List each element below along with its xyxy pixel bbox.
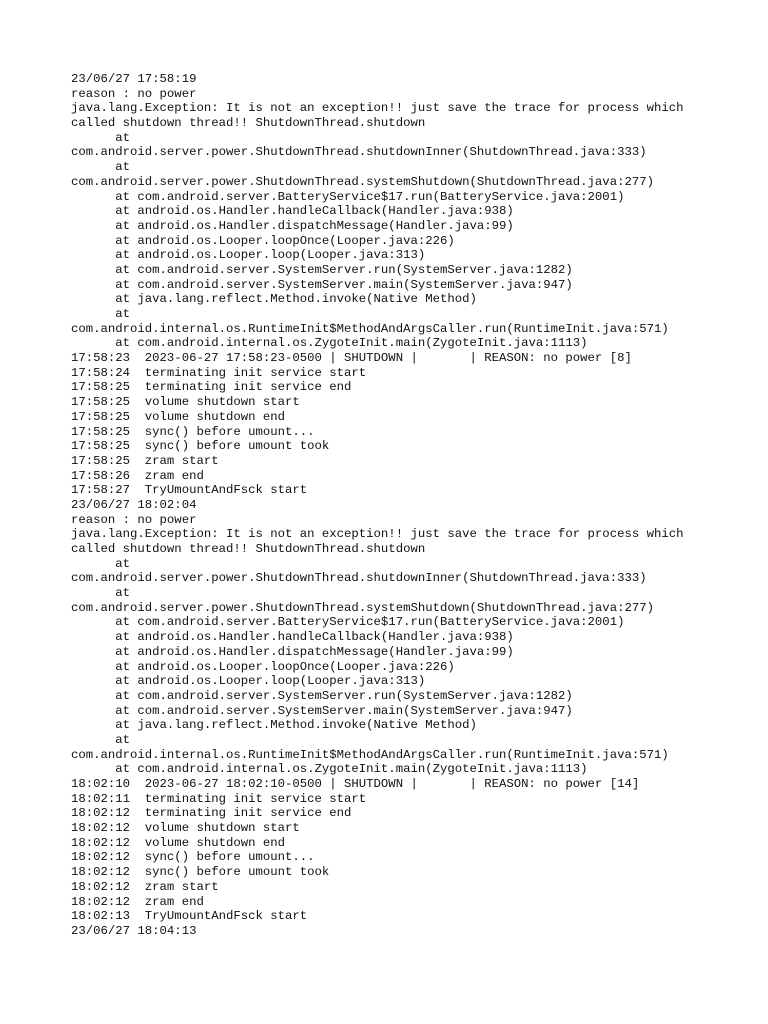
log-line: 17:58:25 volume shutdown start [71, 395, 300, 410]
log-line: 17:58:25 zram start [71, 453, 219, 468]
log-line: 17:58:25 volume shutdown end [71, 409, 286, 424]
log-line: at com.android.internal.os.ZygoteInit.main(ZygoteInit.java:1113) [71, 336, 588, 351]
log-line: reason : no power [71, 86, 197, 101]
log-line: 18:02:12 sync() before umount took [71, 865, 330, 880]
log-line: java.lang.Exception: It is not an exception!! just save the trace for process which [71, 101, 684, 116]
log-line: at com.android.server.SystemServer.run(SystemServer.java:1282) [71, 688, 573, 703]
log-line: at android.os.Handler.handleCallback(Handler.java:938) [71, 204, 514, 219]
log-line: at [71, 586, 131, 601]
log-line: 18:02:12 zram start [71, 879, 219, 894]
log-line: 23/06/27 17:58:19 [71, 72, 197, 86]
log-line: 18:02:11 terminating init service start [71, 791, 367, 806]
log-line: at com.android.server.BatteryService$17.run(BatteryService.java:2001) [71, 189, 625, 204]
log-line: 18:02:12 sync() before umount... [71, 850, 315, 865]
log-line: at [71, 307, 131, 321]
log-line: at com.android.server.SystemServer.main(SystemServer.java:947) [71, 277, 573, 292]
log-line: com.android.server.power.ShutdownThread.shutdownInner(ShutdownThread.java:333) [71, 145, 647, 160]
log-line: com.android.server.power.ShutdownThread.systemShutdown(ShutdownThread.java:277) [71, 600, 654, 615]
log-line: at android.os.Looper.loopOnce(Looper.java:226) [71, 659, 455, 674]
log-line: java.lang.Exception: It is not an exception!! just save the trace for process which [71, 527, 684, 542]
log-line: com.android.internal.os.RuntimeInit$MethodAndArgsCaller.run(RuntimeInit.java:571) [71, 747, 669, 762]
log-line: 17:58:26 zram end [71, 468, 204, 483]
log-line: at com.android.server.SystemServer.run(SystemServer.java:1282) [71, 262, 573, 277]
log-line: com.android.server.power.ShutdownThread.shutdownInner(ShutdownThread.java:333) [71, 571, 647, 586]
log-line: called shutdown thread!! ShutdownThread.shutdown [71, 116, 426, 131]
log-line: at android.os.Looper.loop(Looper.java:313) [71, 248, 426, 263]
log-line: at android.os.Looper.loop(Looper.java:313) [71, 674, 426, 689]
log-line: at com.android.server.SystemServer.main(SystemServer.java:947) [71, 703, 573, 718]
log-line: 18:02:10 2023-06-27 18:02:10-0500 | SHUTDOWN | | REASON: no power [14] [71, 777, 640, 791]
log-line: at [71, 732, 131, 747]
log-line: at java.lang.reflect.Method.invoke(Native Method) [71, 718, 477, 733]
log-line: 17:58:25 sync() before umount... [71, 424, 315, 439]
log-line: 18:02:13 TryUmountAndFsck start [71, 909, 308, 924]
log-line: 18:02:12 volume shutdown end [71, 835, 286, 850]
log-line: 17:58:25 sync() before umount took [71, 439, 330, 454]
log-line: at [71, 556, 131, 571]
log-line: com.android.server.power.ShutdownThread.systemShutdown(ShutdownThread.java:277) [71, 174, 654, 189]
log-line: com.android.internal.os.RuntimeInit$MethodAndArgsCaller.run(RuntimeInit.java:571) [71, 321, 669, 336]
log-line: called shutdown thread!! ShutdownThread.shutdown [71, 542, 426, 556]
log-line: 18:02:12 zram end [71, 894, 204, 909]
log-line: 18:02:12 terminating init service end [71, 806, 352, 821]
log-line: at android.os.Handler.dispatchMessage(Handler.java:99) [71, 644, 514, 659]
log-line: 17:58:27 TryUmountAndFsck start [71, 483, 308, 498]
log-line: reason : no power [71, 512, 197, 527]
log-line: at [71, 160, 131, 175]
log-line: at android.os.Handler.dispatchMessage(Handler.java:99) [71, 218, 514, 233]
log-line: at android.os.Handler.handleCallback(Handler.java:938) [71, 630, 514, 645]
log-line: 23/06/27 18:02:04 [71, 497, 197, 512]
log-line: at java.lang.reflect.Method.invoke(Native Method) [71, 292, 477, 307]
log-line: at com.android.internal.os.ZygoteInit.main(ZygoteInit.java:1113) [71, 762, 588, 777]
log-line: at [71, 130, 131, 145]
log-line: 18:02:12 volume shutdown start [71, 821, 300, 836]
log-line: 23/06/27 18:04:13 [71, 923, 197, 938]
log-line: 17:58:23 2023-06-27 17:58:23-0500 | SHUTDOWN | | REASON: no power [8] [71, 351, 632, 366]
log-line: at android.os.Looper.loopOnce(Looper.java:226) [71, 233, 455, 248]
log-line: at com.android.server.BatteryService$17.run(BatteryService.java:2001) [71, 615, 625, 630]
log-line: 17:58:25 terminating init service end [71, 380, 352, 395]
log-line: 17:58:24 terminating init service start [71, 365, 367, 380]
log-document [71, 72, 751, 939]
